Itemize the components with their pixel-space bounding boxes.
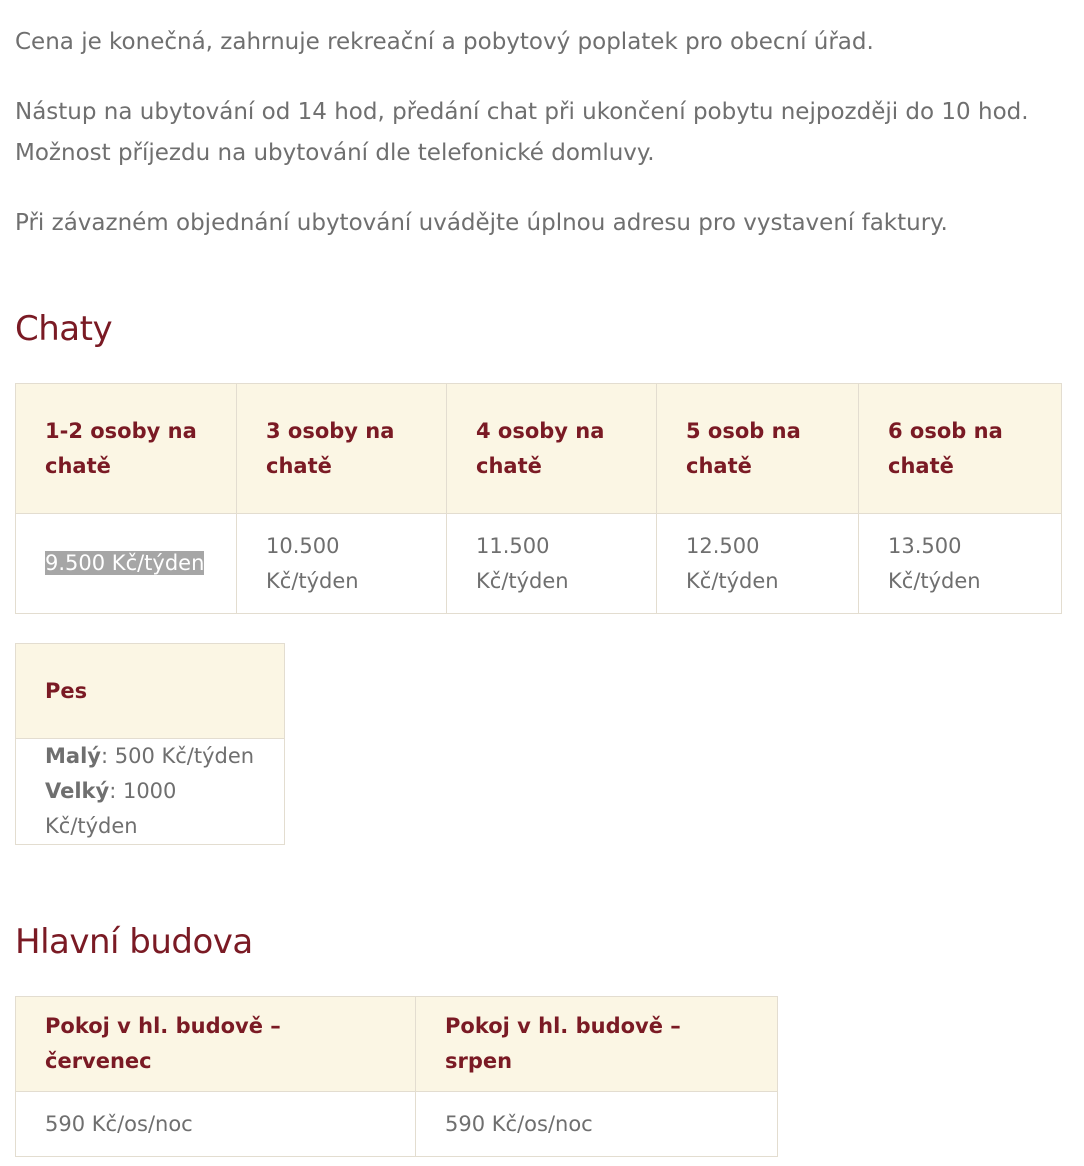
pes-small-label: Malý <box>45 744 101 768</box>
hlavni-budova-price-row <box>16 1092 778 1157</box>
chaty-price-1-2-osoby <box>16 514 237 614</box>
chaty-price-4-osoby: 11.500 Kč/týden <box>447 514 657 614</box>
chaty-price-5-osob: 12.500 Kč/týden <box>657 514 859 614</box>
selected-price-text: 9.500 Kč/týden <box>45 551 205 575</box>
price-note: Cena je konečná, zahrnuje rekreační a pobytový poplatek pro obecní úřad. <box>15 29 874 55</box>
chaty-header-3-osoby: 3 osoby na chatě <box>237 384 447 514</box>
pes-header: Pes <box>16 644 285 739</box>
chaty-header-1-2-osoby: 1-2 osoby na chatě <box>16 384 237 514</box>
header-srpen: Pokoj v hl. budově – srpen <box>416 997 778 1092</box>
hlavni-budova-header-row <box>16 997 778 1092</box>
chaty-header-4-osoby: 4 osoby na chatě <box>447 384 657 514</box>
checkin-note: Nástup na ubytování od 14 hod, předání chat při ukončení pobytu nejpozději do 10 hod. <box>15 99 1029 125</box>
pes-prices <box>16 739 285 845</box>
pes-price-table <box>15 643 285 845</box>
chaty-price-3-osoby: 10.500 Kč/týden <box>237 514 447 614</box>
pes-small-price: : 500 Kč/týden <box>100 744 255 768</box>
arrival-note: Možnost příjezdu na ubytování dle telefonické domluvy. <box>15 140 655 166</box>
hlavni-budova-price-table <box>15 996 778 1157</box>
chaty-heading: Chaty <box>15 309 113 349</box>
pes-large-price: : 1000 Kč/týden <box>45 779 177 838</box>
hlavni-budova-heading: Hlavní budova <box>15 922 253 962</box>
chaty-header-6-osob: 6 osob na chatě <box>859 384 1062 514</box>
price-srpen: 590 Kč/os/noc <box>416 1092 778 1157</box>
chaty-header-5-osob: 5 osob na chatě <box>657 384 859 514</box>
price-cervenec: 590 Kč/os/noc <box>16 1092 416 1157</box>
pes-price-row <box>16 739 285 845</box>
chaty-price-row <box>16 514 1062 614</box>
chaty-price-6-osob: 13.500 Kč/týden <box>859 514 1062 614</box>
pes-header-row <box>16 644 285 739</box>
chaty-header-row <box>16 384 1062 514</box>
header-cervenec: Pokoj v hl. budově – červenec <box>16 997 416 1092</box>
pes-large-label: Velký <box>45 779 110 803</box>
chaty-price-table <box>15 383 1062 614</box>
invoice-note: Při závazném objednání ubytování uvádějte úplnou adresu pro vystavení faktury. <box>15 210 948 236</box>
